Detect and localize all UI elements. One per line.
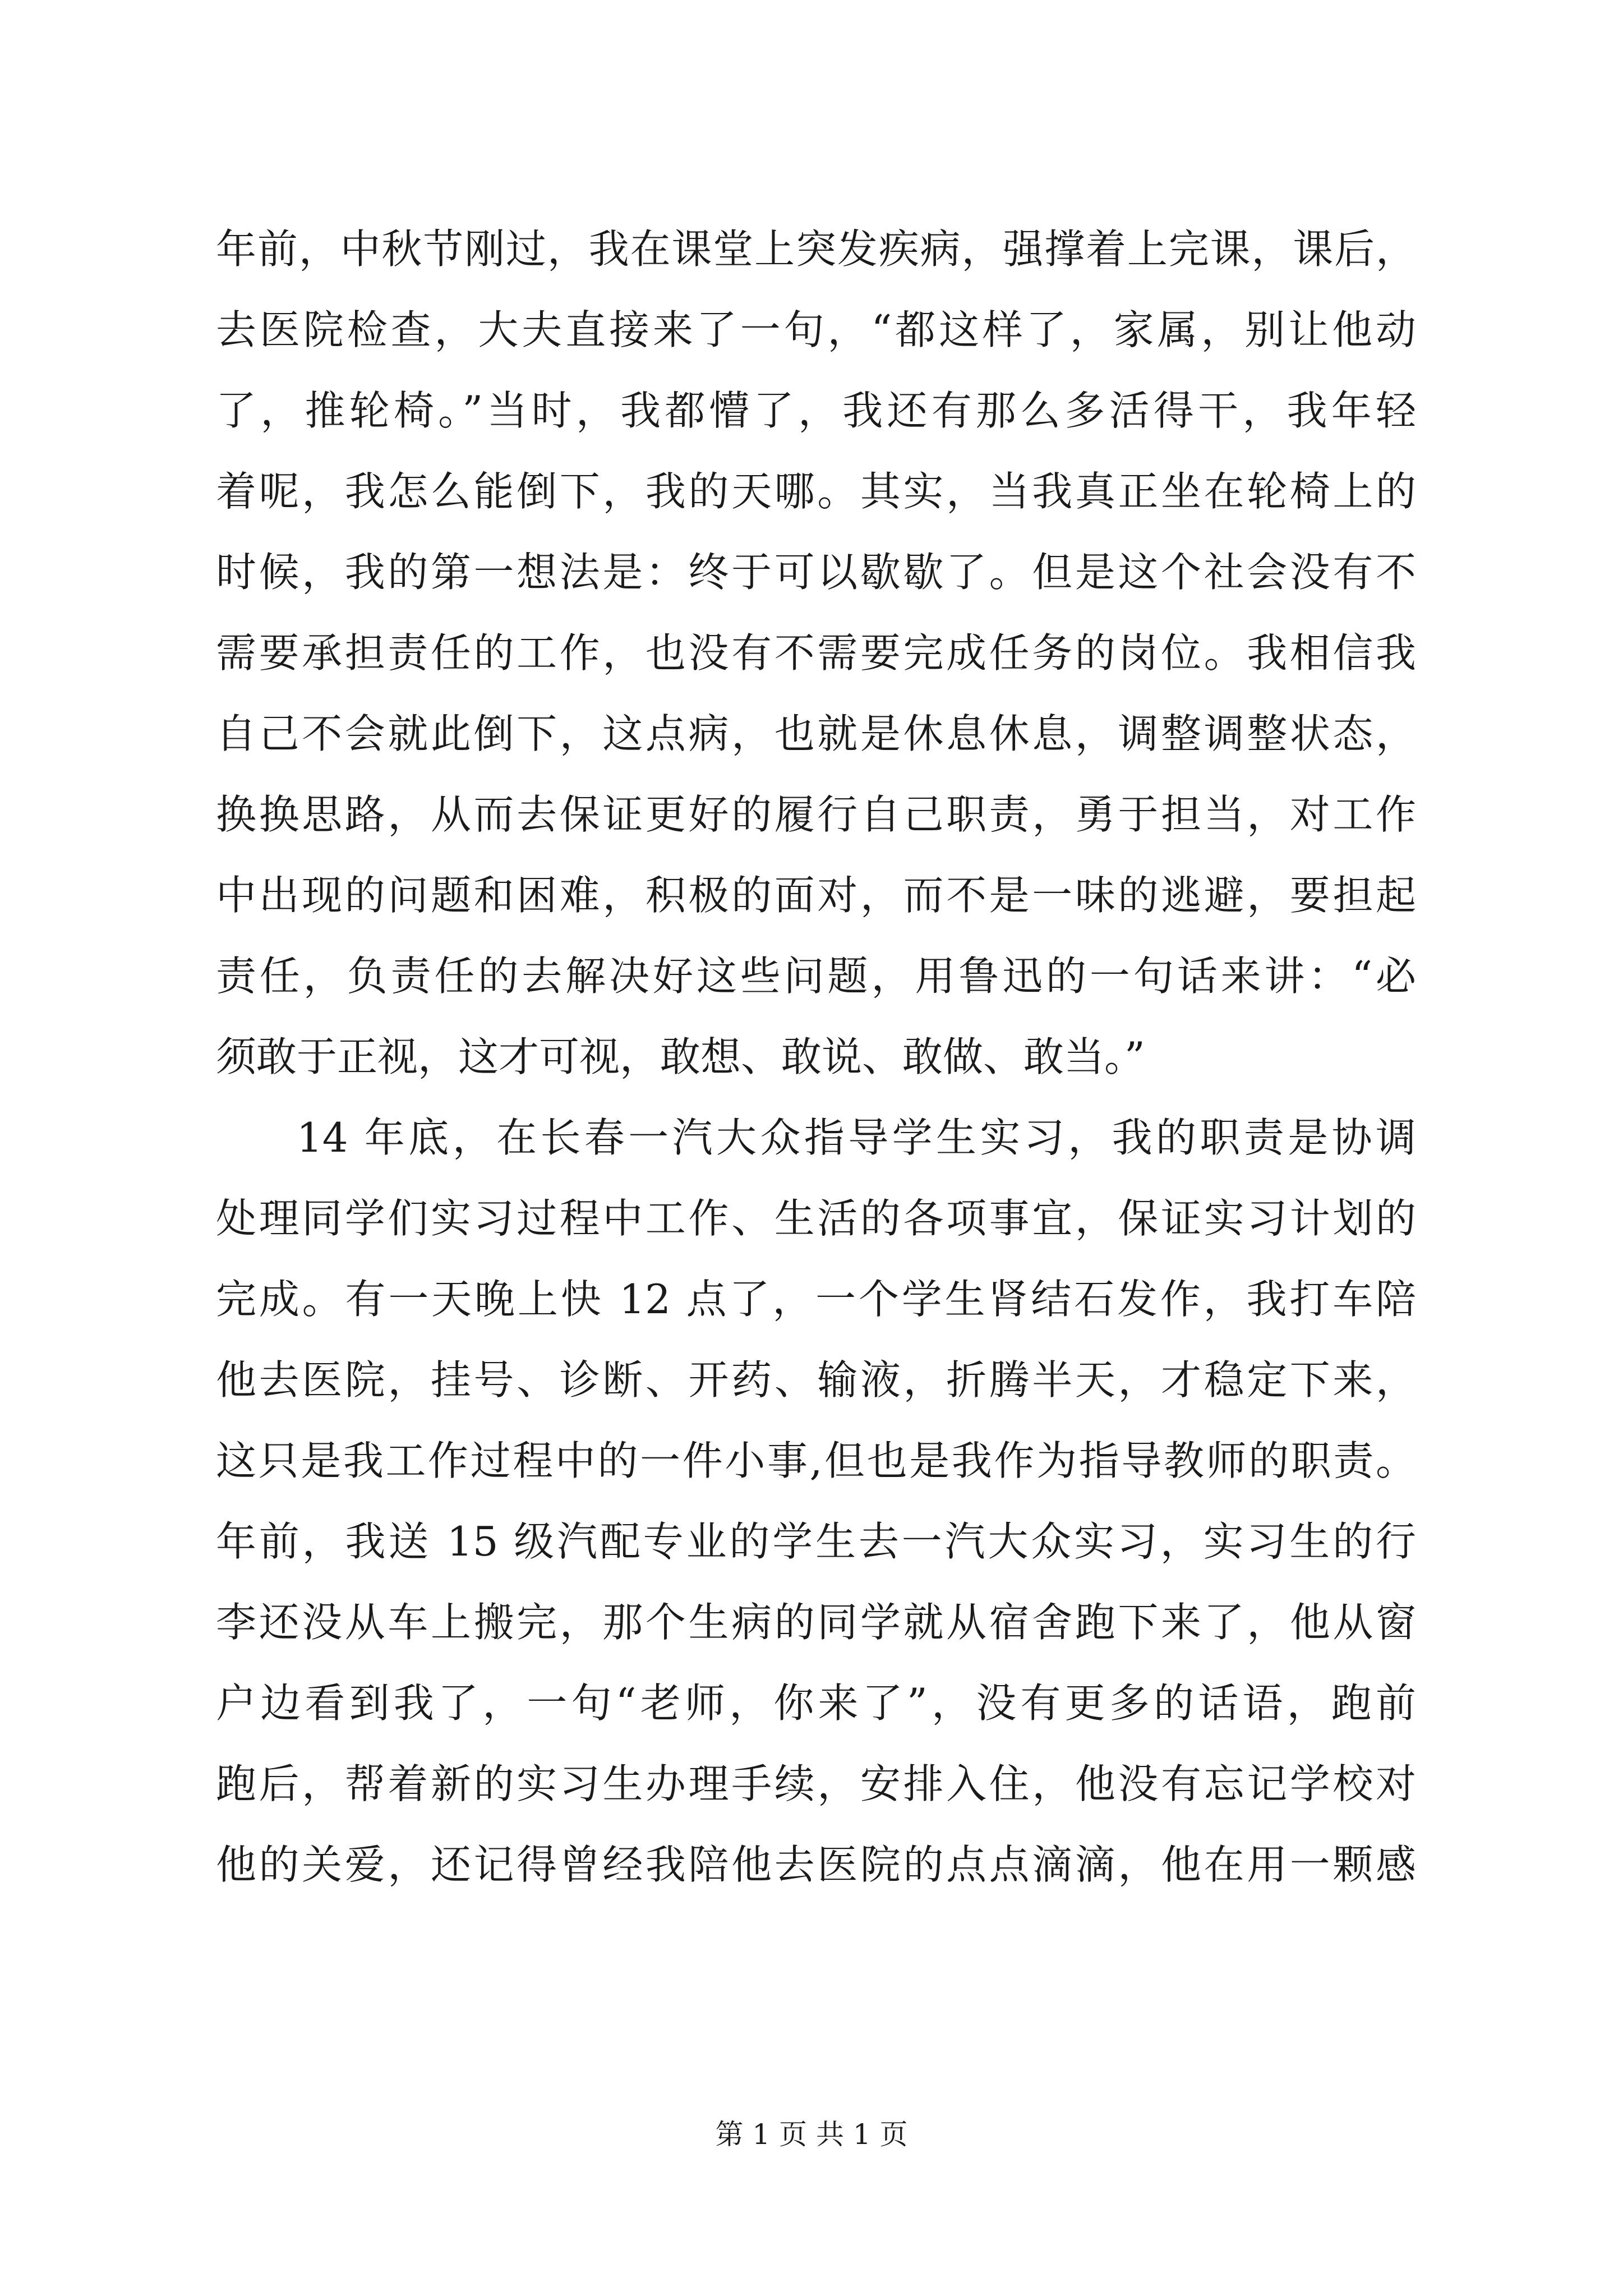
text-line: 了，推轮椅。”当时，我都懵了，我还有那么多活得干，我年轻 xyxy=(216,387,1416,434)
text-line: 完成。有一天晚上快 12 点了，一个学生肾结石发作，我打车陪 xyxy=(216,1276,1416,1323)
text-line: 须敢于正视，这才可视，敢想、敢说、敢做、敢当。” xyxy=(216,1033,1145,1080)
text-line: 他去医院，挂号、诊断、开药、输液，折腾半天，才稳定下来， xyxy=(216,1356,1416,1404)
text-line: 14 年底，在长春一汽大众指导学生实习，我的职责是协调 xyxy=(297,1114,1416,1161)
text-line: 跑后，帮着新的实习生办理手续，安排入住，他没有忘记学校对 xyxy=(216,1760,1416,1807)
page-footer xyxy=(0,2112,1623,2152)
text-line: 中出现的问题和困难，积极的面对，而不是一味的逃避，要担起 xyxy=(216,872,1416,919)
text-line: 责任，负责任的去解决好这些问题，用鲁迅的一句话来讲：“必 xyxy=(216,953,1416,1000)
body-text xyxy=(216,209,1416,1905)
text-line: 换换思路，从而去保证更好的履行自己职责，勇于担当，对工作 xyxy=(216,791,1416,838)
text-line: 自己不会就此倒下，这点病，也就是休息休息，调整调整状态， xyxy=(216,710,1416,757)
text-line: 去医院检查，大夫直接来了一句，“都这样了，家属，别让他动 xyxy=(216,306,1416,353)
text-line: 时候，我的第一想法是：终于可以歇歇了。但是这个社会没有不 xyxy=(216,549,1416,596)
text-line: 年前，中秋节刚过，我在课堂上突发疾病，强撑着上完课，课后， xyxy=(216,226,1416,273)
text-line: 需要承担责任的工作，也没有不需要完成任务的岗位。我相信我 xyxy=(216,629,1416,677)
paragraph-2 xyxy=(216,1097,1416,1905)
text-line: 李还没从车上搬完，那个生病的同学就从宿舍跑下来了，他从窗 xyxy=(216,1599,1416,1646)
page-number: 第 1 页 共 1 页 xyxy=(715,2118,908,2151)
text-line: 处理同学们实习过程中工作、生活的各项事宜，保证实习计划的 xyxy=(216,1195,1416,1242)
text-line: 着呢，我怎么能倒下，我的天哪。其实，当我真正坐在轮椅上的 xyxy=(216,468,1416,515)
text-line: 这只是我工作过程中的一件小事,但也是我作为指导教师的职责。 xyxy=(216,1437,1416,1484)
text-line: 他的关爱，还记得曾经我陪他去医院的点点滴滴，他在用一颗感 xyxy=(216,1841,1416,1888)
paragraph-1 xyxy=(216,209,1416,1097)
text-line: 年前，我送 15 级汽配专业的学生去一汽大众实习，实习生的行 xyxy=(216,1518,1416,1565)
text-line: 户边看到我了，一句“老师，你来了”，没有更多的话语，跑前 xyxy=(216,1680,1416,1727)
